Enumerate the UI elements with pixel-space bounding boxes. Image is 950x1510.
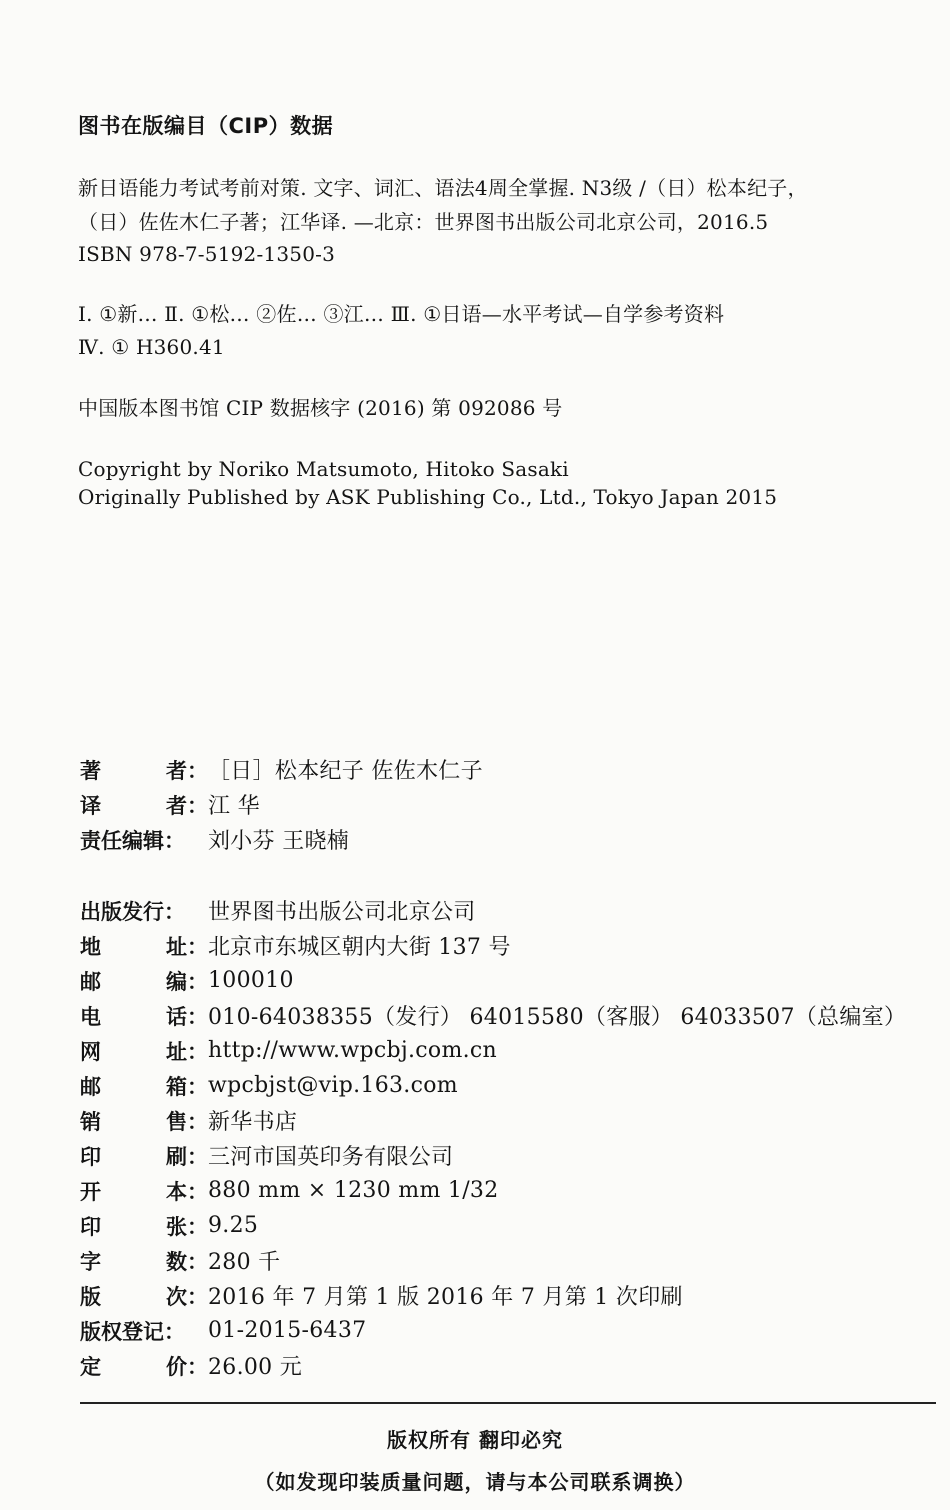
- cip-number: 中国版本图书馆 CIP 数据核字 (2016) 第 092086 号: [78, 396, 563, 420]
- credit-registration: 版权登记： 01-2015-6437: [80, 1318, 367, 1344]
- cip-title: 图书在版编目（CIP）数据: [78, 114, 334, 138]
- credit-address: 地 址： 北京市东城区朝内大街 137 号: [80, 928, 940, 963]
- words-value: 280 千: [208, 1250, 281, 1275]
- cip-classification-line-1: Ⅰ. ①新… Ⅱ. ①松… ②佐… ③江… Ⅲ. ①日语—水平考试—自学参考资料: [78, 302, 725, 326]
- footer-divider: [80, 1402, 936, 1404]
- credit-authors: 著 者： ［日］松本纪子 佐佐木仁子: [80, 752, 940, 787]
- copyright-line-2: Originally Published by ASK Publishing Co., Ltd., Tokyo Japan 2015: [78, 485, 778, 509]
- sheets-value: 9.25: [208, 1213, 259, 1238]
- credit-email: 邮 箱： wpcbjst@vip.163.com: [80, 1073, 458, 1099]
- credit-phone: 电 话： 010-64038355（发行） 64015580（客服） 64033507（总编室）: [80, 998, 940, 1033]
- phone-value: 010-64038355（发行） 64015580（客服） 64033507（总编室）: [208, 1005, 907, 1030]
- postcode-value: 100010: [208, 968, 294, 993]
- credit-publisher: 出版发行： 世界图书出版公司北京公司: [80, 893, 940, 928]
- publication-credits: [80, 752, 940, 1383]
- registration-value: 01-2015-6437: [208, 1318, 367, 1343]
- cip-classification-line-2: Ⅳ. ① H360.41: [78, 335, 225, 359]
- credit-sales: 销 售： 新华书店: [80, 1103, 940, 1138]
- sales-value: 新华书店: [208, 1110, 298, 1135]
- credit-sheets: 印 张： 9.25: [80, 1213, 259, 1239]
- email-value: wpcbjst@vip.163.com: [208, 1073, 458, 1098]
- format-value: 880 mm × 1230 mm 1/32: [208, 1178, 499, 1203]
- publisher-value: 世界图书出版公司北京公司: [208, 900, 476, 925]
- cip-description-line-2: （日）佐佐木仁子著；江华译. —北京：世界图书出版公司北京公司，2016.5: [78, 210, 769, 234]
- cip-description-line-1: 新日语能力考试考前对策. 文字、词汇、语法4周全掌握. N3级 /（日）松本纪子，: [78, 176, 808, 200]
- edition-value: 2016 年 7 月第 1 版 2016 年 7 月第 1 次印刷: [208, 1285, 683, 1310]
- credit-translator: 译 者： 江 华: [80, 787, 940, 822]
- copyright-line-1: Copyright by Noriko Matsumoto, Hitoko Sasaki: [78, 457, 569, 481]
- translator-value: 江 华: [208, 794, 260, 819]
- credit-website: 网 址： http://www.wpcbj.com.cn: [80, 1038, 497, 1064]
- credit-postcode: 邮 编： 100010: [80, 968, 294, 994]
- credit-format: 开 本： 880 mm × 1230 mm 1/32: [80, 1178, 499, 1204]
- authors-value: ［日］松本纪子 佐佐木仁子: [208, 759, 483, 784]
- credit-words: 字 数： 280 千: [80, 1243, 940, 1278]
- editors-value: 刘小芬 王晓楠: [208, 829, 350, 854]
- cip-isbn: ISBN 978-7-5192-1350-3: [78, 242, 336, 266]
- price-value: 26.00 元: [208, 1355, 303, 1380]
- address-value: 北京市东城区朝内大街 137 号: [208, 935, 511, 960]
- printer-value: 三河市国英印务有限公司: [208, 1145, 454, 1170]
- website-value: http://www.wpcbj.com.cn: [208, 1038, 497, 1063]
- quality-note: （如发现印装质量问题，请与本公司联系调换）: [254, 1470, 696, 1494]
- credit-price: 定 价： 26.00 元: [80, 1348, 940, 1383]
- rights-reserved: 版权所有 翻印必究: [387, 1428, 563, 1452]
- credit-editors: 责任编辑： 刘小芬 王晓楠: [80, 822, 940, 857]
- credit-edition: 版 次： 2016 年 7 月第 1 版 2016 年 7 月第 1 次印刷: [80, 1278, 940, 1313]
- credit-printer: 印 刷： 三河市国英印务有限公司: [80, 1138, 940, 1173]
